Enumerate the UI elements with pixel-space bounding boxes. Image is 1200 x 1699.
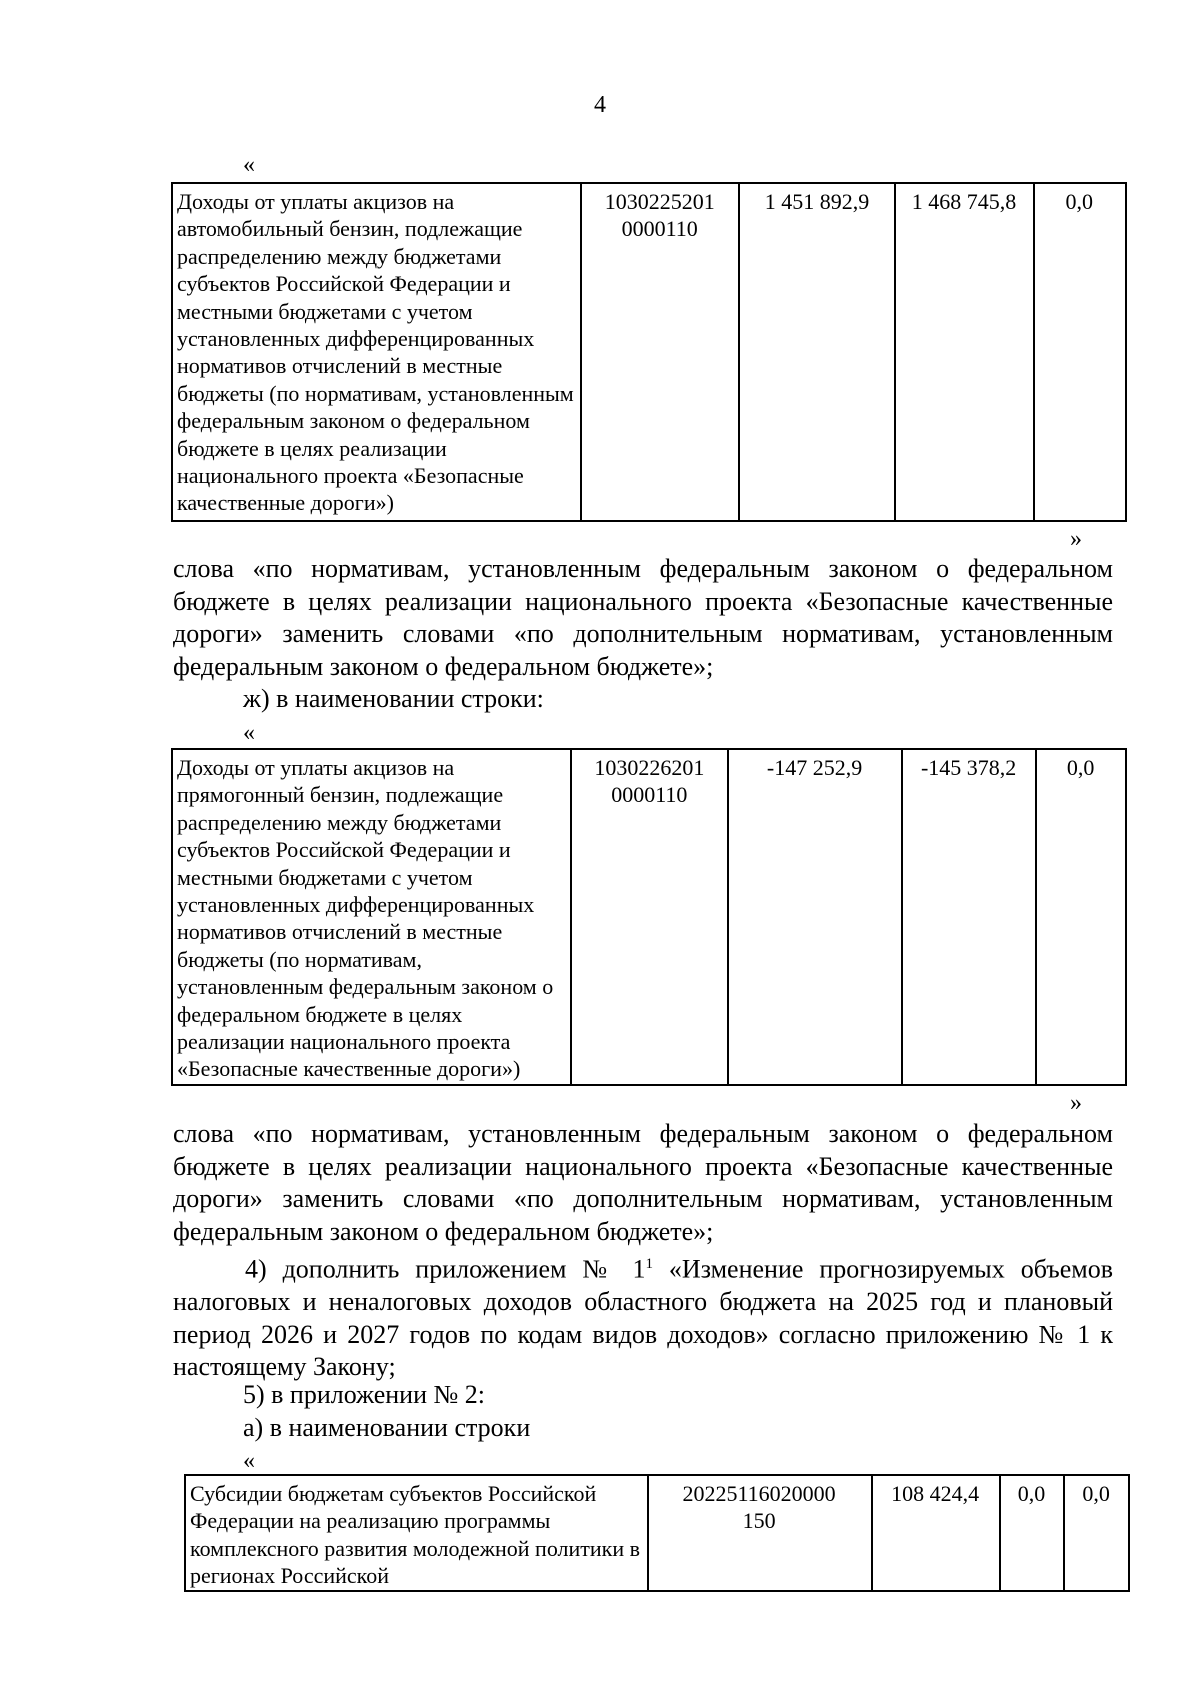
row-name: Субсидии бюджетам субъектов Российской Федерации на реализацию программы комплексного развития молодежной политики в регионах Российской xyxy=(185,1475,648,1591)
open-quote: « xyxy=(243,720,255,746)
close-quote: » xyxy=(1070,1090,1082,1116)
paragraph-1: слова «по нормативам, установленным федеральным законом о федеральном бюджете в целях реализации национального проекта «Безопасные качественные дороги» заменить словами «по дополнительным нормативам, установленным федеральным законом о федеральном бюджете»; xyxy=(173,554,1113,681)
item-4 xyxy=(173,1248,1113,1384)
value-2026: 1 468 745,8 xyxy=(895,183,1033,521)
row-name: Доходы от уплаты акцизов на прямогонный бензин, подлежащие распределению между бюджетами субъектов Российской Федерации и местными бюджетами с учетом установленных дифференцированных нормативов отчислений в местные бюджеты (по нормативам, установленным федеральным законом о федеральном бюджете в целях реализации национального проекта «Безопасные качественные дороги») xyxy=(172,749,571,1085)
value-2026: 0,0 xyxy=(1000,1475,1065,1591)
close-quote: » xyxy=(1070,526,1082,552)
open-quote: « xyxy=(243,152,255,178)
page-number: 4 xyxy=(594,92,606,118)
code-line-1: 1030226201 xyxy=(594,755,705,780)
row-code xyxy=(581,183,740,521)
item-zh: ж) в наименовании строки: xyxy=(243,684,544,713)
subsidy-table xyxy=(184,1474,1130,1592)
code-line-2: 0000110 xyxy=(621,216,698,242)
value-2025: 1 451 892,9 xyxy=(739,183,895,521)
income-table-1 xyxy=(171,182,1127,522)
paragraph-2: слова «по нормативам, установленным федеральным законом о федеральном бюджете в целях реализации национального проекта «Безопасные качественные дороги» заменить словами «по дополнительным нормативам, установленным федеральным законом о федеральном бюджете»; xyxy=(173,1119,1113,1246)
value-2026: -145 378,2 xyxy=(902,749,1036,1085)
table-row xyxy=(172,749,1126,1085)
value-2025: -147 252,9 xyxy=(728,749,902,1085)
value-2025: 108 424,4 xyxy=(872,1475,1000,1591)
open-quote: « xyxy=(243,1448,255,1474)
value-2027: 0,0 xyxy=(1064,1475,1129,1591)
item-4-text: 4) дополнить приложением № 1 xyxy=(245,1254,646,1284)
row-code xyxy=(571,749,728,1085)
code-line-2: 0000110 xyxy=(611,782,688,808)
code-line-1: 20225116020000 xyxy=(682,1481,836,1506)
table-row xyxy=(172,183,1126,521)
table-row xyxy=(185,1475,1129,1591)
row-code xyxy=(648,1475,872,1591)
code-line-2: 150 xyxy=(742,1508,776,1534)
item-4-superscript: 1 xyxy=(645,1256,653,1272)
code-line-1: 1030225201 xyxy=(604,189,715,214)
item-4-rest: «Изменение прогнозируемых объемов налоговых и неналоговых доходов областного бюджета на 2025 год и плановый период 2026 и 2027 годов по кодам видов доходов» согласно приложению № 1 к настоящему Закону; xyxy=(173,1254,1113,1382)
item-5: 5) в приложении № 2: xyxy=(243,1380,486,1409)
row-name: Доходы от уплаты акцизов на автомобильный бензин, подлежащие распределению между бюджетами субъектов Российской Федерации и местными бюджетами с учетом установленных дифференцированных нормативов отчислений в местные бюджеты (по нормативам, установленным федеральным законом о федеральном бюджете в целях реализации национального проекта «Безопасные качественные дороги») xyxy=(172,183,581,521)
income-table-2 xyxy=(171,748,1127,1086)
value-2027: 0,0 xyxy=(1036,749,1126,1085)
value-2027: 0,0 xyxy=(1034,183,1126,521)
item-5a: а) в наименовании строки xyxy=(243,1413,531,1442)
